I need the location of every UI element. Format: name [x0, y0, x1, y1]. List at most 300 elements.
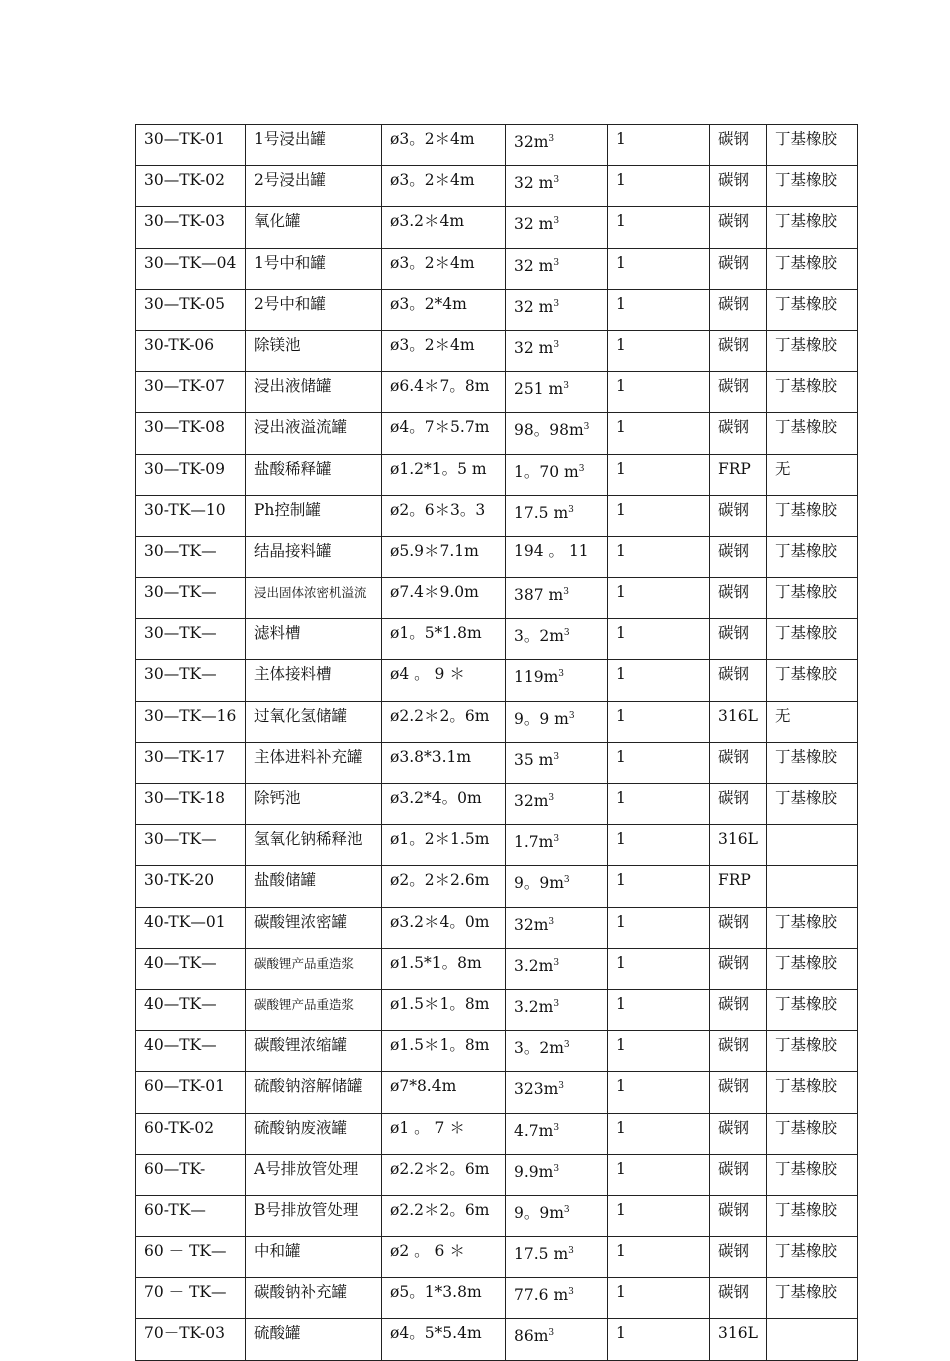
tag-cell-text: 30—TK-02	[144, 171, 225, 190]
material-cell-text: FRP	[718, 459, 751, 478]
lining-cell-text: 丁基橡胶	[775, 541, 838, 560]
quantity-cell-text: 1	[616, 130, 626, 148]
quantity-cell	[608, 742, 710, 783]
volume-cell	[506, 1195, 608, 1236]
quantity-cell	[608, 1072, 710, 1113]
material-cell-text: 碳钢	[718, 171, 750, 190]
unit-superscript: 3	[563, 381, 569, 392]
name-cell	[246, 1278, 382, 1319]
size-cell	[382, 207, 506, 248]
name-cell-text: 除钙池	[254, 789, 301, 807]
tag-cell-text: 30—TK—04	[144, 253, 237, 272]
size-cell	[382, 495, 506, 536]
name-cell	[246, 866, 382, 907]
material-cell	[710, 1319, 767, 1360]
volume-cell-text: 32m	[514, 133, 549, 152]
table-row	[136, 1031, 858, 1072]
lining-cell-text: 丁基橡胶	[775, 1242, 838, 1261]
material-cell-text: 碳钢	[718, 1077, 750, 1096]
volume-cell-text: 32 m	[514, 256, 554, 275]
size-cell-text: ø3。2＊4m	[390, 171, 475, 190]
lining-cell	[767, 454, 858, 495]
tag-cell	[136, 619, 246, 660]
volume-cell	[506, 866, 608, 907]
material-cell	[710, 495, 767, 536]
lining-cell	[767, 495, 858, 536]
name-cell-text: 2号浸出罐	[254, 171, 326, 190]
tag-cell	[136, 125, 246, 166]
size-cell	[382, 1319, 506, 1360]
material-cell-text: 碳钢	[718, 665, 750, 684]
size-cell-text: ø7*8.4m	[390, 1077, 457, 1096]
lining-cell	[767, 1031, 858, 1072]
volume-cell-text: 9。9 m	[514, 709, 569, 728]
size-cell-text: ø1 。 7 ＊	[390, 1118, 465, 1137]
unit-superscript: 3	[553, 298, 560, 309]
material-cell-text: 碳钢	[718, 130, 750, 148]
material-cell	[710, 578, 767, 619]
table-row	[136, 907, 858, 948]
size-cell-text: ø3。2＊4m	[390, 130, 475, 148]
size-cell	[382, 166, 506, 207]
volume-cell-text: 387 m	[514, 586, 564, 605]
lining-cell	[767, 907, 858, 948]
material-cell	[710, 948, 767, 989]
material-cell-text: 碳钢	[718, 1118, 750, 1137]
quantity-cell-text: 1	[616, 1077, 626, 1096]
unit-superscript: 3	[563, 1040, 570, 1051]
size-cell-text: ø5。1*3.8m	[390, 1283, 482, 1302]
unit-superscript: 3	[553, 175, 560, 186]
lining-cell	[767, 413, 858, 454]
size-cell-text: ø2。2＊2.6m	[390, 871, 490, 890]
equipment-table	[135, 124, 858, 1361]
size-cell	[382, 578, 506, 619]
quantity-cell	[608, 125, 710, 166]
tag-cell-text: 30—TK-17	[144, 747, 225, 766]
name-cell	[246, 907, 382, 948]
size-cell	[382, 948, 506, 989]
tag-cell	[136, 330, 246, 371]
size-cell-text: ø6.4＊7。8m	[390, 377, 490, 396]
name-cell	[246, 248, 382, 289]
tag-cell-text: 30-TK-20	[144, 871, 215, 890]
material-cell	[710, 207, 767, 248]
quantity-cell	[608, 289, 710, 330]
material-cell-text: 碳钢	[718, 624, 750, 643]
material-cell	[710, 784, 767, 825]
lining-cell-text: 丁基橡胶	[775, 789, 838, 807]
unit-superscript: 3	[568, 1287, 574, 1298]
tag-cell	[136, 166, 246, 207]
size-cell	[382, 989, 506, 1030]
volume-cell-text: 1。70 m	[514, 462, 579, 481]
material-cell-text: 碳钢	[718, 1283, 750, 1302]
material-cell	[710, 825, 767, 866]
tag-cell	[136, 536, 246, 577]
material-cell	[710, 619, 767, 660]
quantity-cell-text: 1	[616, 1283, 626, 1302]
name-cell	[246, 660, 382, 701]
quantity-cell	[608, 578, 710, 619]
size-cell-text: ø1.2*1。5 m	[390, 459, 487, 478]
material-cell-text: 316L	[718, 706, 758, 725]
name-cell	[246, 742, 382, 783]
quantity-cell	[608, 825, 710, 866]
material-cell	[710, 866, 767, 907]
volume-cell	[506, 1319, 608, 1360]
size-cell	[382, 825, 506, 866]
quantity-cell	[608, 784, 710, 825]
volume-cell	[506, 536, 608, 577]
quantity-cell	[608, 619, 710, 660]
size-cell	[382, 1154, 506, 1195]
unit-superscript: 3	[558, 1081, 565, 1092]
lining-cell	[767, 660, 858, 701]
size-cell-text: ø2。6＊3。3	[390, 500, 486, 519]
volume-cell	[506, 1072, 608, 1113]
volume-cell	[506, 125, 608, 166]
lining-cell	[767, 989, 858, 1030]
lining-cell	[767, 536, 858, 577]
lining-cell	[767, 330, 858, 371]
lining-cell	[767, 1237, 858, 1278]
table-row	[136, 372, 858, 413]
tag-cell	[136, 866, 246, 907]
name-cell-text: 2号中和罐	[254, 294, 326, 313]
volume-cell	[506, 495, 608, 536]
unit-superscript: 3	[578, 463, 585, 474]
material-cell	[710, 330, 767, 371]
volume-cell	[506, 825, 608, 866]
name-cell-text: B号排放管处理	[254, 1200, 359, 1219]
material-cell	[710, 1072, 767, 1113]
quantity-cell-text: 1	[616, 541, 626, 560]
name-cell-text: 中和罐	[254, 1242, 301, 1261]
lining-cell-text: 丁基橡胶	[775, 500, 838, 519]
unit-superscript: 3	[553, 339, 560, 350]
tag-cell	[136, 742, 246, 783]
quantity-cell-text: 1	[616, 706, 626, 725]
volume-cell-text: 4.7m	[514, 1121, 554, 1140]
name-cell	[246, 1072, 382, 1113]
quantity-cell-text: 1	[616, 1200, 626, 1219]
name-cell-text: 除镁池	[254, 335, 301, 354]
name-cell-text: 硫酸钠废液罐	[254, 1118, 348, 1137]
lining-cell	[767, 784, 858, 825]
volume-cell	[506, 454, 608, 495]
name-cell-text: 主体进料补充罐	[254, 747, 363, 766]
material-cell	[710, 1154, 767, 1195]
unit-superscript: 3	[553, 998, 560, 1009]
quantity-cell-text: 1	[616, 830, 626, 849]
volume-cell	[506, 1031, 608, 1072]
table-row	[136, 578, 858, 619]
name-cell-text: A号排放管处理	[254, 1159, 359, 1178]
tag-cell	[136, 207, 246, 248]
table-row	[136, 1319, 858, 1360]
name-cell	[246, 372, 382, 413]
size-cell-text: ø1.5＊1。8m	[390, 994, 490, 1013]
name-cell-text: 碳酸钠补充罐	[254, 1283, 348, 1302]
tag-cell-text: 70－TK-03	[144, 1324, 225, 1343]
table-row	[136, 495, 858, 536]
quantity-cell	[608, 1237, 710, 1278]
tag-cell	[136, 948, 246, 989]
name-cell-text: 浸出固体浓密机溢流	[254, 585, 367, 601]
tag-cell-text: 30—TK-09	[144, 459, 225, 478]
quantity-cell	[608, 1278, 710, 1319]
size-cell	[382, 454, 506, 495]
size-cell	[382, 125, 506, 166]
lining-cell	[767, 948, 858, 989]
lining-cell-text: 无	[775, 459, 791, 478]
table-row	[136, 413, 858, 454]
name-cell-text: 盐酸稀释罐	[254, 459, 332, 478]
quantity-cell	[608, 454, 710, 495]
unit-superscript: 3	[553, 1122, 560, 1133]
tag-cell	[136, 1031, 246, 1072]
material-cell-text: 碳钢	[718, 253, 750, 272]
size-cell-text: ø2 。 6 ＊	[390, 1242, 465, 1261]
unit-superscript: 3	[553, 216, 560, 227]
table-row	[136, 1195, 858, 1236]
quantity-cell	[608, 660, 710, 701]
tag-cell	[136, 907, 246, 948]
lining-cell	[767, 578, 858, 619]
size-cell-text: ø2.2＊2。6m	[390, 1159, 490, 1178]
table-row	[136, 1154, 858, 1195]
quantity-cell	[608, 372, 710, 413]
volume-cell-text: 119m	[514, 668, 559, 687]
volume-cell-text: 98。98m	[514, 421, 584, 440]
lining-cell	[767, 125, 858, 166]
tag-cell-text: 30—TK-07	[144, 377, 225, 396]
name-cell	[246, 1319, 382, 1360]
material-cell-text: 碳钢	[718, 335, 750, 354]
size-cell	[382, 907, 506, 948]
name-cell	[246, 1237, 382, 1278]
name-cell	[246, 1031, 382, 1072]
material-cell-text: 碳钢	[718, 953, 750, 972]
tag-cell-text: 60-TK-02	[144, 1118, 215, 1137]
name-cell-text: 滤料槽	[254, 624, 301, 643]
lining-cell	[767, 1195, 858, 1236]
volume-cell-text: 32 m	[514, 174, 554, 193]
tag-cell-text: 30—TK-05	[144, 294, 225, 313]
size-cell	[382, 866, 506, 907]
name-cell-text: 碳酸锂浓缩罐	[254, 1036, 348, 1055]
size-cell	[382, 1278, 506, 1319]
volume-cell	[506, 784, 608, 825]
table-row	[136, 330, 858, 371]
lining-cell-text: 丁基橡胶	[775, 912, 838, 931]
volume-cell	[506, 619, 608, 660]
table-row	[136, 619, 858, 660]
tag-cell	[136, 1195, 246, 1236]
tag-cell-text: 30-TK-06	[144, 335, 215, 354]
unit-superscript: 3	[568, 504, 574, 515]
tag-cell	[136, 495, 246, 536]
table-row	[136, 166, 858, 207]
name-cell	[246, 495, 382, 536]
name-cell-text: 过氧化氢储罐	[254, 706, 348, 725]
lining-cell-text: 丁基橡胶	[775, 665, 838, 684]
volume-cell-text: 251 m	[514, 380, 564, 399]
material-cell	[710, 289, 767, 330]
lining-cell	[767, 1072, 858, 1113]
quantity-cell-text: 1	[616, 253, 626, 272]
size-cell-text: ø5.9＊7.1m	[390, 541, 479, 560]
name-cell-text: 硫酸钠溶解储罐	[254, 1077, 363, 1096]
lining-cell-text: 丁基橡胶	[775, 253, 838, 272]
unit-superscript: 3	[563, 875, 570, 886]
table-row	[136, 742, 858, 783]
material-cell	[710, 372, 767, 413]
tag-cell-text: 30—TK—	[144, 665, 217, 684]
table-row	[136, 989, 858, 1030]
tag-cell-text: 30—TK—	[144, 624, 217, 643]
unit-superscript: 3	[558, 669, 565, 680]
volume-cell	[506, 948, 608, 989]
volume-cell-text: 32m	[514, 792, 549, 811]
quantity-cell	[608, 413, 710, 454]
size-cell-text: ø4 。 9 ＊	[390, 665, 465, 684]
volume-cell	[506, 1278, 608, 1319]
quantity-cell	[608, 1319, 710, 1360]
name-cell	[246, 207, 382, 248]
tag-cell	[136, 1154, 246, 1195]
size-cell	[382, 413, 506, 454]
size-cell	[382, 330, 506, 371]
size-cell-text: ø3.2＊4。0m	[390, 912, 490, 931]
name-cell-text: Ph控制罐	[254, 500, 321, 519]
size-cell-text: ø4。7＊5.7m	[390, 418, 490, 437]
volume-cell-text: 3。2m	[514, 1039, 564, 1058]
volume-cell-text: 17.5 m	[514, 1245, 569, 1264]
lining-cell-text: 丁基橡胶	[775, 212, 838, 231]
tag-cell	[136, 1113, 246, 1154]
size-cell-text: ø1。5*1.8m	[390, 624, 482, 643]
size-cell	[382, 372, 506, 413]
lining-cell-text: 丁基橡胶	[775, 171, 838, 190]
table-row	[136, 660, 858, 701]
name-cell-text: 浸出液储罐	[254, 377, 332, 396]
tag-cell-text: 60—TK-01	[144, 1077, 225, 1096]
name-cell	[246, 125, 382, 166]
table-row	[136, 289, 858, 330]
size-cell	[382, 742, 506, 783]
quantity-cell	[608, 1113, 710, 1154]
unit-superscript: 3	[563, 1204, 570, 1215]
volume-cell	[506, 989, 608, 1030]
quantity-cell	[608, 1195, 710, 1236]
volume-cell-text: 32m	[514, 915, 549, 934]
name-cell-text: 主体接料槽	[254, 665, 332, 684]
size-cell-text: ø1.5＊1。8m	[390, 1036, 490, 1055]
quantity-cell	[608, 495, 710, 536]
volume-cell-text: 3.2m	[514, 956, 554, 975]
quantity-cell	[608, 866, 710, 907]
size-cell-text: ø3。2＊4m	[390, 253, 475, 272]
unit-superscript: 3	[553, 957, 560, 968]
size-cell	[382, 1072, 506, 1113]
tag-cell-text: 40-TK—01	[144, 912, 226, 931]
unit-superscript: 3	[563, 628, 570, 639]
name-cell	[246, 330, 382, 371]
tag-cell-text: 30—TK—	[144, 583, 217, 602]
name-cell-text: 结晶接料罐	[254, 541, 332, 560]
quantity-cell-text: 1	[616, 171, 626, 190]
quantity-cell-text: 1	[616, 1118, 626, 1137]
name-cell	[246, 166, 382, 207]
volume-cell-text: 35 m	[514, 750, 554, 769]
volume-cell-text: 194 。 11	[514, 541, 589, 560]
material-cell-text: 碳钢	[718, 1200, 750, 1219]
tag-cell	[136, 701, 246, 742]
volume-cell	[506, 742, 608, 783]
table-row	[136, 1072, 858, 1113]
name-cell-text: 盐酸储罐	[254, 871, 317, 890]
size-cell	[382, 619, 506, 660]
tag-cell-text: 40—TK—	[144, 953, 217, 972]
quantity-cell	[608, 166, 710, 207]
quantity-cell-text: 1	[616, 912, 626, 931]
table-row	[136, 825, 858, 866]
table-row	[136, 536, 858, 577]
table-row	[136, 1237, 858, 1278]
quantity-cell	[608, 1031, 710, 1072]
quantity-cell-text: 1	[616, 1036, 626, 1055]
material-cell-text: 碳钢	[718, 541, 750, 560]
quantity-cell	[608, 207, 710, 248]
volume-cell	[506, 248, 608, 289]
quantity-cell-text: 1	[616, 1324, 626, 1343]
material-cell-text: 碳钢	[718, 377, 750, 396]
table-row	[136, 125, 858, 166]
material-cell	[710, 536, 767, 577]
lining-cell-text: 丁基橡胶	[775, 418, 838, 437]
table-row	[136, 454, 858, 495]
material-cell	[710, 1278, 767, 1319]
lining-cell-text: 无	[775, 706, 791, 725]
tag-cell	[136, 660, 246, 701]
lining-cell	[767, 248, 858, 289]
size-cell-text: ø7.4＊9.0m	[390, 583, 479, 602]
size-cell-text: ø1.5*1。8m	[390, 953, 482, 972]
name-cell-text: 硫酸罐	[254, 1324, 301, 1343]
material-cell	[710, 166, 767, 207]
quantity-cell	[608, 907, 710, 948]
lining-cell	[767, 619, 858, 660]
tag-cell	[136, 1319, 246, 1360]
lining-cell	[767, 372, 858, 413]
unit-superscript: 3	[553, 751, 560, 762]
material-cell-text: 316L	[718, 830, 758, 849]
lining-cell-text: 丁基橡胶	[775, 130, 838, 148]
quantity-cell-text: 1	[616, 294, 626, 313]
material-cell	[710, 907, 767, 948]
material-cell-text: FRP	[718, 871, 751, 890]
size-cell	[382, 701, 506, 742]
quantity-cell-text: 1	[616, 1159, 626, 1178]
tag-cell	[136, 413, 246, 454]
material-cell-text: 碳钢	[718, 1036, 750, 1055]
unit-superscript: 3	[553, 834, 560, 845]
name-cell	[246, 1195, 382, 1236]
lining-cell	[767, 1278, 858, 1319]
material-cell-text: 碳钢	[718, 912, 750, 931]
